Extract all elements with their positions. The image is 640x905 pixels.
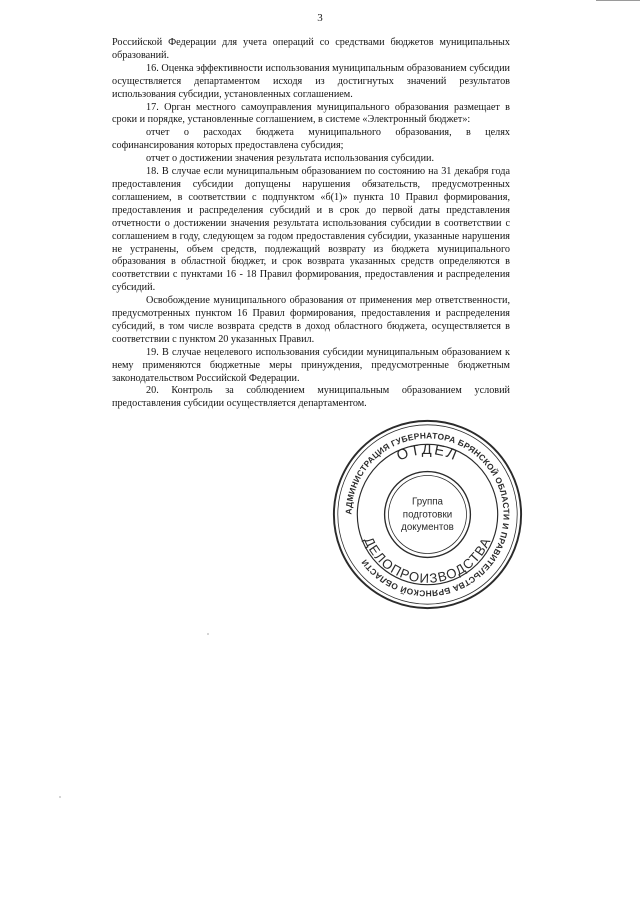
- paragraph: 18. В случае если муниципальным образованием по состоянию на 31 декабря года предоставления субсидии допущены нарушения обязательств, предусмотренных соглашением, в соответствии с подпунктом «б(1)» пункта 10 Правил формирования, предоставления и распределения субсидий и в срок до первой даты представления отчетности о достижении значения результата использования субсидии в соответствии с соглашением в году, следующем за годом предоставления субсидии, указанные нарушения не устранены, объем средств, подлежащий возврату из бюджета муниципального образования в областной бюджет, и срок возврата указанных средств определяются в соответствии с пунктами 16 - 18 Правил формирования, предоставления и распределения субсидий.: [112, 166, 510, 294]
- paragraph: 17. Орган местного самоуправления муниципального образования размещает в сроки и порядке, установленные соглашением, в системе «Электронный бюджет»:: [112, 101, 510, 126]
- paragraph: 19. В случае нецелевого использования субсидии муниципальным образованием к нему применяются бюджетные меры принуждения, предусмотренные бюджетным законодательством Российской Федерации.: [112, 346, 510, 384]
- scan-corner-mark: [596, 0, 640, 4]
- scan-speck: [207, 633, 209, 635]
- stamp-top-arc-text: ОТДЕЛ: [394, 442, 461, 465]
- stamp-center-line: подготовки: [402, 509, 453, 521]
- paragraph: отчет о расходах бюджета муниципального образования, в целях софинансирования которых предоставлена субсидия;: [112, 127, 510, 152]
- stamp-center-line: Группа: [412, 496, 443, 508]
- svg-text:ОТДЕЛ: [395, 442, 461, 464]
- document-body: [112, 37, 510, 411]
- paragraph: отчет о достижении значения результата использования субсидии.: [146, 153, 435, 165]
- paragraph: 16. Оценка эффективности использования муниципальным образованием субсидии осуществляется департаментом исходя из достигнутых значений результатов использования субсидии, установленных соглашением.: [112, 62, 510, 100]
- stamp-outer-ring-text: АДМИНИСТРАЦИЯ ГУБЕРНАТОРА БРЯНСКОЙ ОБЛАСТИ И ПРАВИТЕЛЬСТВА БРЯНСКОЙ ОБЛАСТИ: [343, 430, 512, 599]
- paragraph: Российской Федерации для учета операций со средствами бюджетов муниципальных образований.: [112, 37, 510, 61]
- scan-speck: [59, 796, 61, 798]
- paragraph: 20. Контроль за соблюдением муниципальным образованием условий предоставления субсидии осуществляется департаментом.: [112, 385, 510, 410]
- page-number: 3: [317, 12, 323, 24]
- paragraph: Освобождение муниципального образования от применения мер ответственности, предусмотренных пунктом 16 Правил формирования, предоставления и распределения субсидий, в том числе возврата средств в доход областного бюджета, осуществляется в соответствии с пунктом 20 указанных Правил.: [112, 295, 510, 345]
- official-seal-stamp: [330, 417, 525, 612]
- stamp-bottom-arc-text: ДЕЛОПРОИЗВОДСТВА: [361, 534, 494, 586]
- stamp-center-line: документов: [401, 522, 454, 534]
